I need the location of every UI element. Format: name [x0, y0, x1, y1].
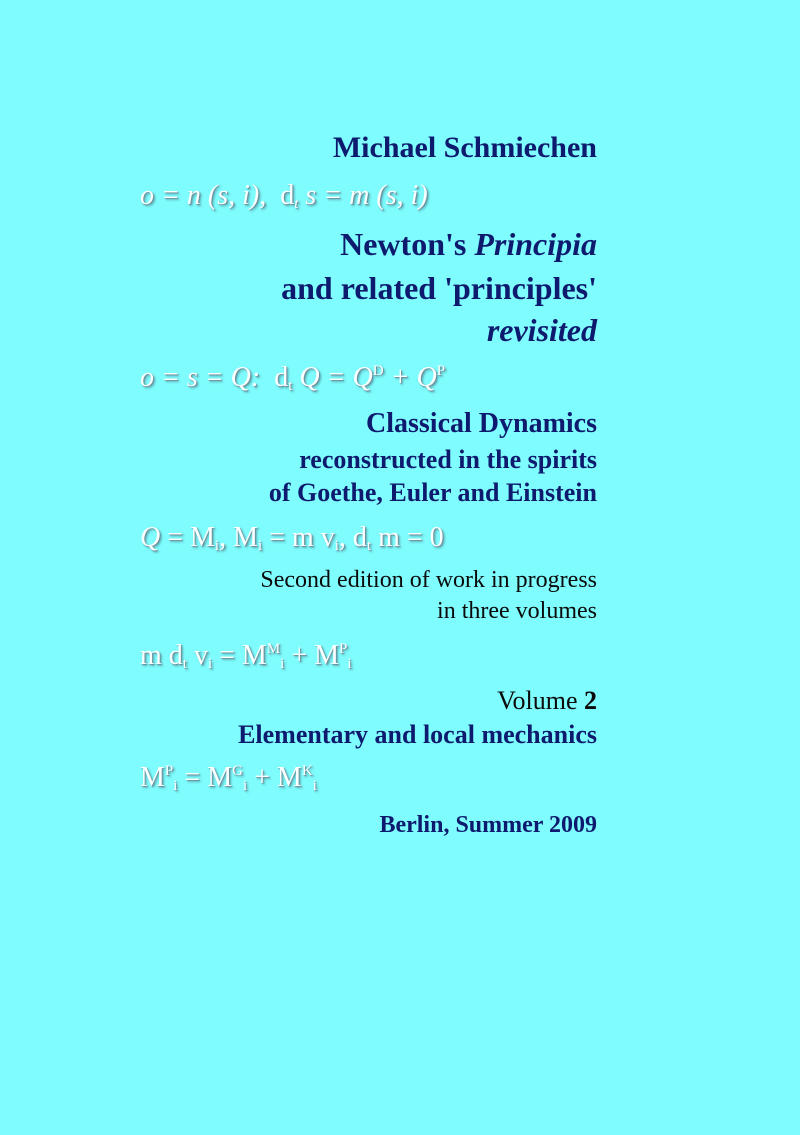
edition-line-2: in three volumes: [437, 598, 597, 624]
place-and-date: Berlin, Summer 2009: [379, 812, 597, 838]
author-name: Michael Schmiechen: [332, 131, 597, 164]
formula-5: $M^P_i = M^G_i + M^K_i$: [140, 762, 317, 794]
formula-4: m $d_t$ $v_i = M^M_i + M^P_i$: [140, 640, 352, 672]
formula-2: o = s = Q: $d_t$ $Q = Q^D + Q^P$: [140, 362, 446, 394]
edition-line-1: Second edition of work in progress: [260, 567, 597, 593]
subtitle-line-1: Classical Dynamics: [366, 408, 597, 439]
formula-1: o = n (s, i), $d_t$ s = m (s, i): [140, 180, 428, 212]
subtitle-line-3: of Goethe, Euler and Einstein: [268, 478, 597, 507]
volume-title: Elementary and local mechanics: [238, 720, 597, 749]
subtitle-line-2: reconstructed in the spirits: [299, 445, 597, 474]
formula-3: $Q = M_i$, $M_i = m$ $v_i$, $d_t$ m = 0: [140, 522, 444, 554]
book-title-line-2: and related 'principles': [281, 270, 597, 306]
book-title-line-3: revisited: [486, 312, 597, 348]
book-title-line-1: Newton's Principia: [340, 226, 597, 262]
volume-label: Volume 2: [497, 686, 597, 715]
